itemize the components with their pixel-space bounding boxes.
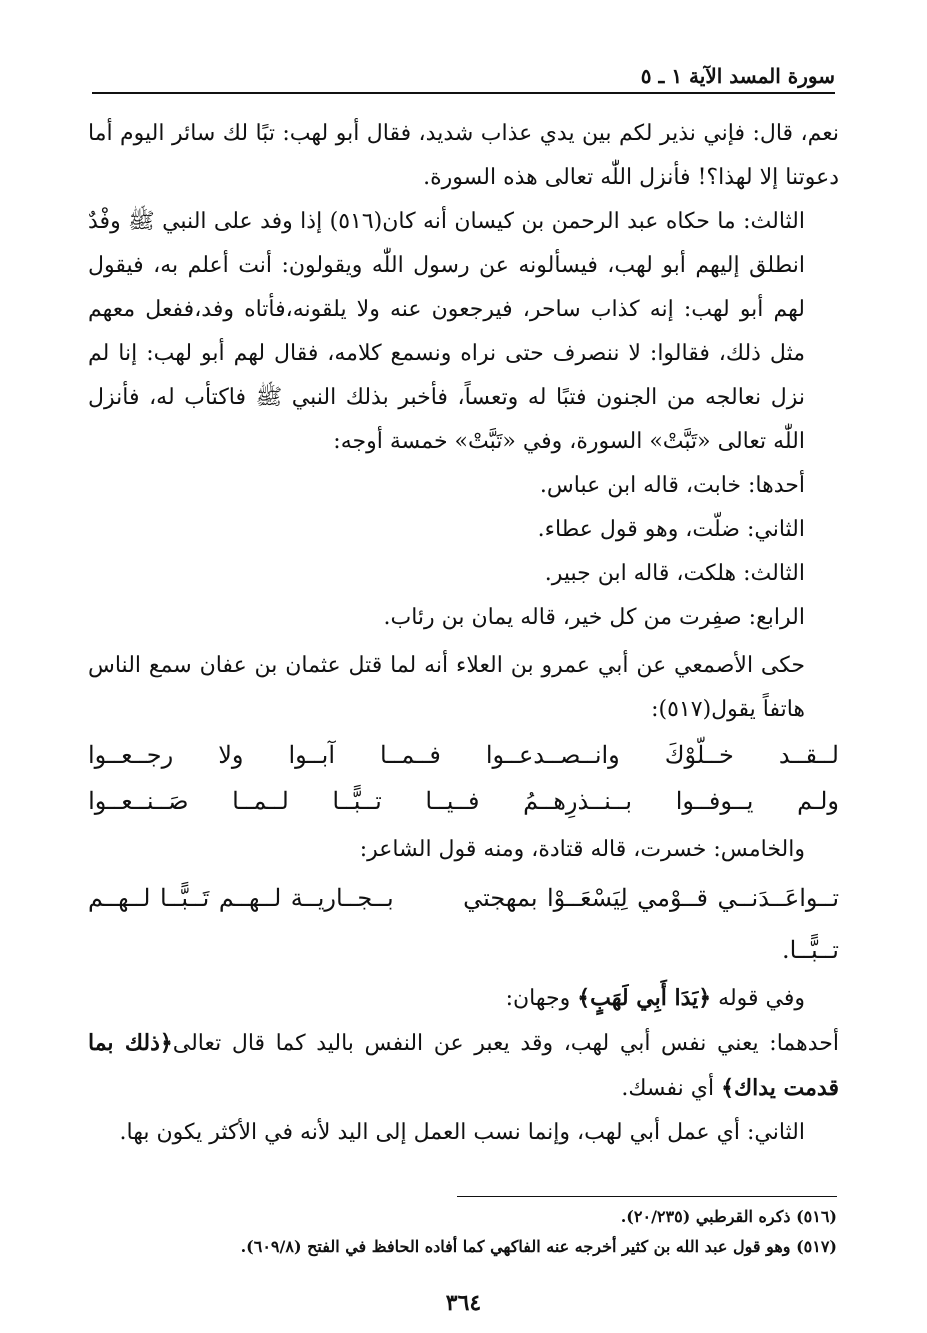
paragraph-5 [88,1021,839,1111]
verse-word: وانــصــدعــوا [485,741,620,769]
verse-word: آبــوا [288,741,335,769]
paragraph-2: الثالث: ما حكاه عبد الرحمن بن كيسان أنه كان(٥١٦) إذا وفد على النبي ﷺ وفْدٌ انطلق إليهم أبو لهب، فيسألونه عن رسول اللّٰه ويقولون: أنت أعلم به، فيقول لهم أبو لهب: إنه كذاب ساحر، فيرجعون عنه ولا يلقونه،فأتاه وفد،ففعل معهم مثل ذلك، فقالوا: لا ننصرف حتى نراه ونسمع كلامه، فقال لهم أبو لهب: إنا لم نزل نعالجه من الجنون فتبًا له وتعساً، فأخبر بذلك النبي ﷺ فاكتأب له، فأنزل اللّٰه تعالى «تَبَّتْ» السورة، وفي «تَبَّتْ» خمسة أوجه: [88,209,806,454]
footnote-516: (٥١٦) ذكره القرطبي (٢٠/٢٣٥). [620,1207,837,1226]
verse-word: رجــعــوا [88,741,174,769]
quran-quote: ﴿يَدَا أَبِي لَهَبٍ﴾ [577,985,712,1011]
verse-word: يــوفــوا [675,787,754,815]
paragraph-5-lead: أحدهما: يعني نفس أبي لهب، وقد يعبر عن النفس باليد كما قال تعالى [172,1031,839,1056]
verse-word: فــيــا [425,787,480,815]
verse-hemistich-1: تــواعَــدَنــي قــوْمي لِيَسْعَــوْا بمهجتي [463,884,840,912]
paragraph-4 [88,976,839,1021]
page-number: ٣٦٤ [445,1290,482,1316]
poem-line-2 [88,778,839,824]
meaning-2: الثاني: ضلّت، وهو قول عطاء. [537,517,805,542]
paragraph-6: الثاني: أي عمل أبي لهب، وإنما نسب العمل إلى اليد لأنه في الأكثر يكون بها. [119,1120,805,1145]
meaning-5: والخامس: خسرت، قاله قتادة، ومنه قول الشاعر: [359,837,805,862]
verse-word: بــنــذرِهــمُ [523,787,633,815]
paragraph-4-tail: وجهان: [505,986,578,1011]
meaning-1: أحدها: خابت، قاله ابن عباس. [539,473,805,498]
header-title: سورة المسد الآية ١ ـ ٥ [640,64,835,88]
verse-hemistich-2: بــجــاريــة لــهــم تَــبًّــا لــهــم تــبًّــا. [88,884,839,964]
footnote-517: (٥١٧) وهو قول عبد الله بن كثير أخرجه عنه الفاكهي كما أفاده الحافظ في الفتح (٦٠٩/٨). [240,1237,837,1256]
verse-word: صَــنــعــوا [88,787,189,815]
verse-word: ولا [218,741,244,769]
verse-word: تــبًّــا [332,787,382,815]
running-header [92,62,835,94]
footnotes [90,1202,837,1262]
paragraph-5-tail: أي نفسك. [621,1076,722,1101]
verse-word: خــلّوْكَ [664,741,734,769]
verse-word: لــقــد [778,741,839,769]
paragraph-4-lead: وفي قوله [711,986,805,1011]
footnote-divider [457,1196,837,1197]
meaning-3: الثالث: هلكت، قاله ابن جبير. [544,561,805,586]
paragraph-3: حكى الأصمعي عن أبي عمرو بن العلاء أنه لما قتل عثمان بن عفان سمع الناس هاتفاً يقول(٥١٧): [88,653,805,722]
verse-word: ولـم [797,787,839,815]
verse-word: فــمــا [380,741,441,769]
poem-line-3 [88,872,839,976]
verse-word: لــمــا [232,787,289,815]
quran-quote: ﴿ذلك بما قدمت يداك﴾ [88,1030,839,1101]
poem-line-1 [88,732,839,778]
meaning-4: الرابع: صفِرت من كل خير، قاله يمان بن رئاب. [383,605,805,630]
paragraph-1: نعم، قال: فإني نذير لكم بين يدي عذاب شديد، فقال أبو لهب: تبًا لك سائر اليوم أما دعوتنا إلا لهذا؟! فأنزل اللّٰه تعالى هذه السورة. [88,121,839,190]
main-text [88,112,839,1155]
